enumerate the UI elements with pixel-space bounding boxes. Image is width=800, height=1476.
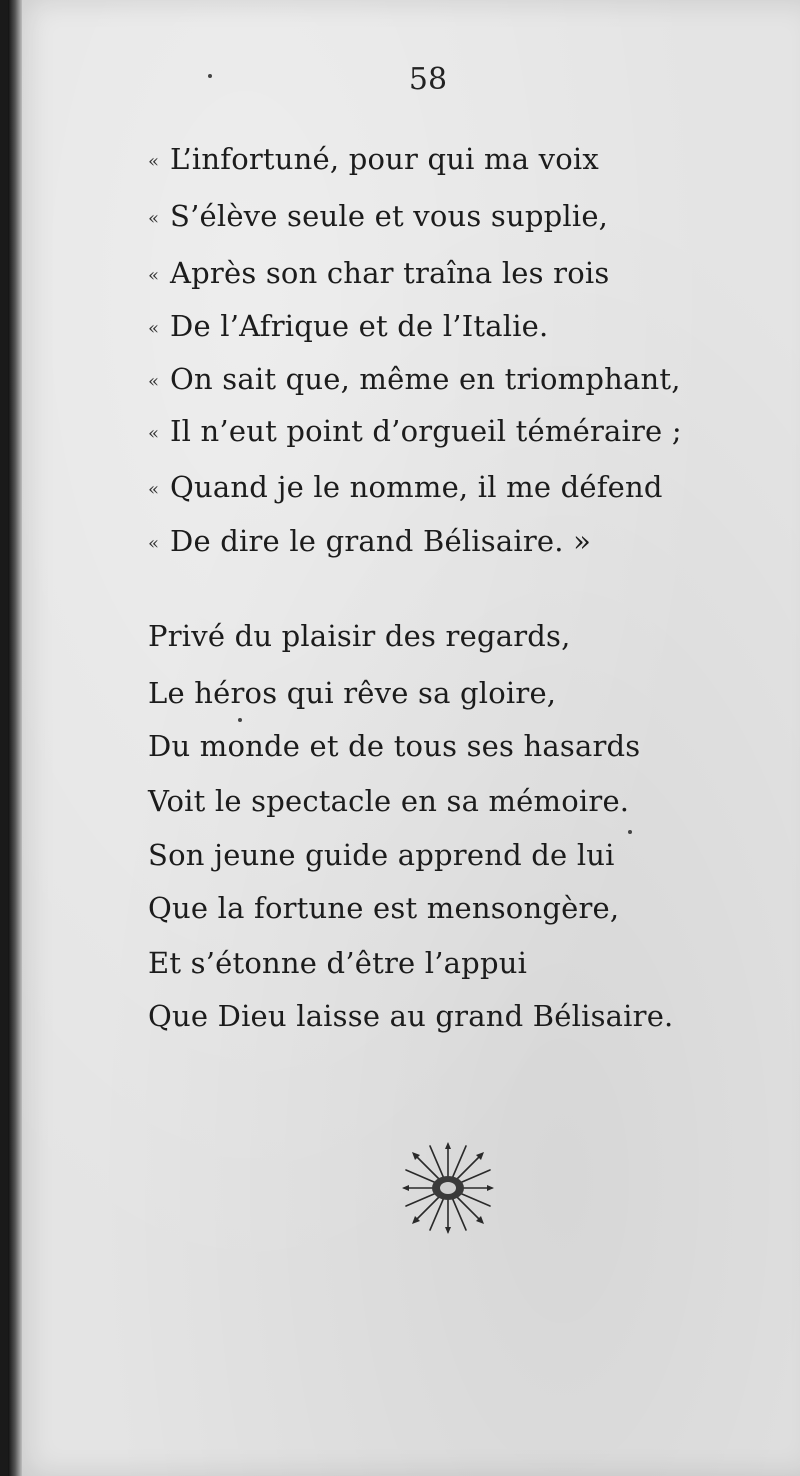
quote-mark: « — [148, 370, 160, 392]
poem-line — [148, 362, 681, 396]
line-text: S’élève seule et vous supplie, — [170, 199, 609, 233]
poem-line — [148, 470, 663, 504]
poem-line: Son jeune guide apprend de lui — [148, 838, 615, 872]
line-text: L’infortuné, pour qui ma voix — [170, 142, 599, 176]
poem-line — [148, 256, 609, 290]
speck — [238, 718, 242, 722]
speck — [628, 830, 632, 834]
poem-line: Le héros qui rêve sa gloire, — [148, 676, 557, 710]
quote-mark: « — [148, 207, 160, 229]
quote-mark: « — [148, 150, 160, 172]
quote-mark: « — [148, 532, 160, 554]
poem-line — [148, 142, 599, 176]
page-number: 58 — [408, 62, 448, 97]
scanned-page — [8, 0, 800, 1476]
line-text: De dire le grand Bélisaire. » — [170, 524, 592, 558]
poem-line: Voit le spectacle en sa mémoire. — [148, 784, 630, 818]
poem-line — [148, 309, 548, 343]
line-text: Quand je le nomme, il me défend — [170, 470, 663, 504]
poem-line: Que Dieu laisse au grand Bélisaire. — [148, 999, 674, 1033]
quote-mark: « — [148, 317, 160, 339]
quote-mark: « — [148, 478, 160, 500]
line-text: De l’Afrique et de l’Italie. — [170, 309, 549, 343]
sunburst-ornament-icon — [400, 1140, 496, 1236]
poem-line — [148, 199, 608, 233]
poem-line: Et s’étonne d’être l’appui — [148, 946, 528, 980]
book-gutter — [8, 0, 22, 1476]
line-text: Après son char traîna les rois — [170, 256, 610, 290]
speck — [208, 74, 212, 78]
poem-line: Que la fortune est mensongère, — [148, 891, 620, 925]
quote-mark: « — [148, 422, 160, 444]
poem-line — [148, 524, 591, 558]
poem-line: Du monde et de tous ses hasards — [148, 729, 641, 763]
line-text: Il n’eut point d’orgueil téméraire ; — [170, 414, 682, 448]
poem-line — [148, 414, 682, 448]
quote-mark: « — [148, 264, 160, 286]
poem-line: Privé du plaisir des regards, — [148, 619, 571, 653]
line-text: On sait que, même en triomphant, — [170, 362, 681, 396]
